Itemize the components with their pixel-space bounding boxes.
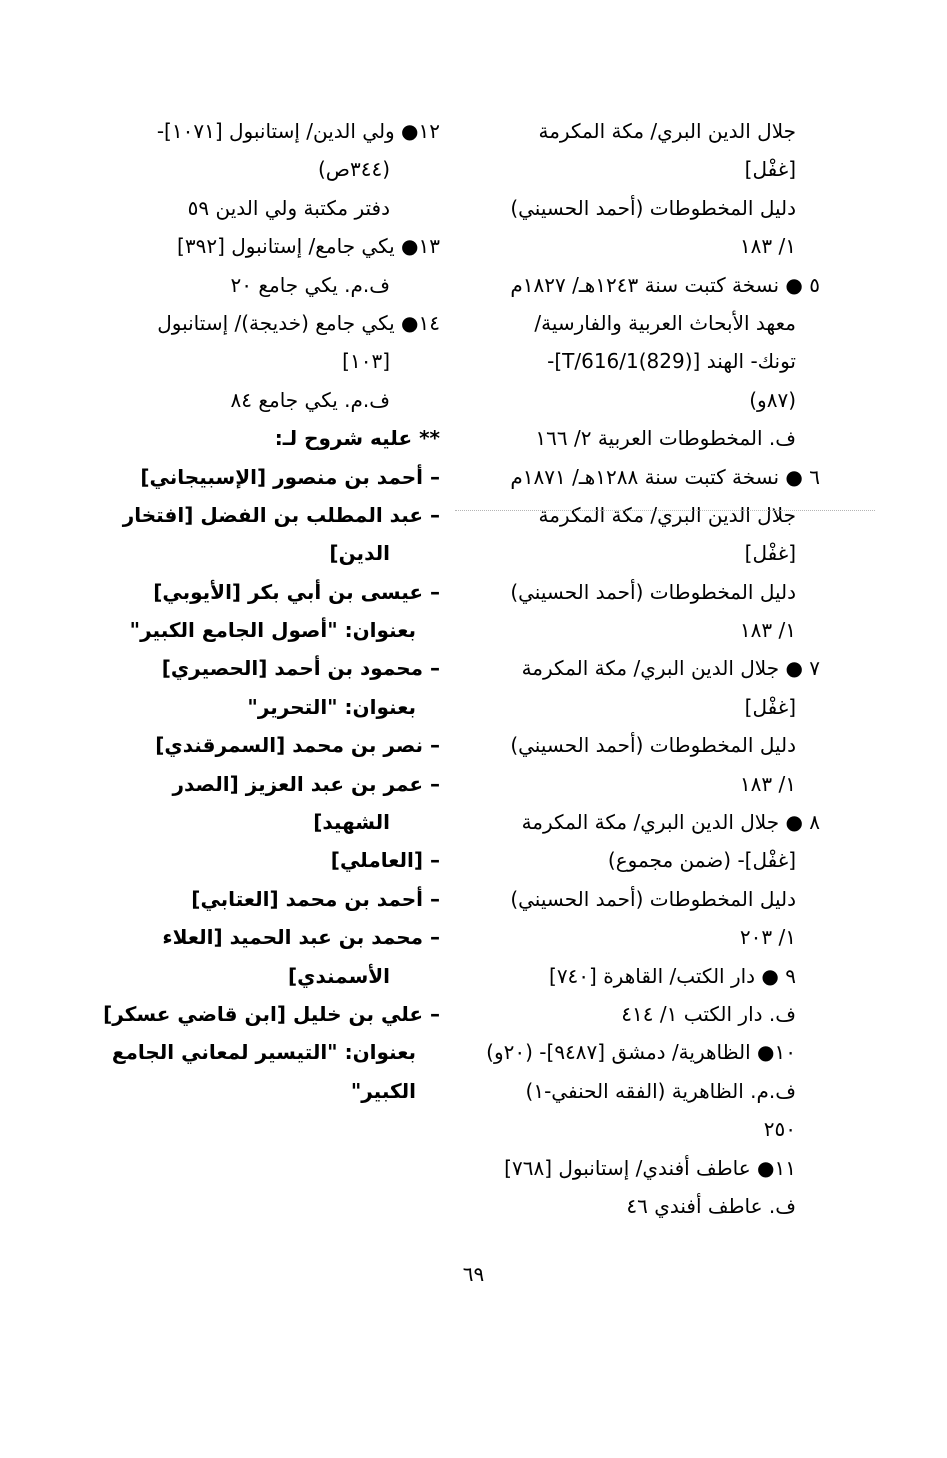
text-line: ٧ ● جلال الدين البري/ مكة المكرمة bbox=[521, 656, 820, 681]
right-text-column bbox=[488, 112, 820, 1225]
text-line: ** عليه شروح لـ: bbox=[274, 426, 440, 451]
text-line: جلال الدين البري/ مكة المكرمة bbox=[538, 119, 796, 143]
scan-artifact-line bbox=[455, 510, 875, 511]
text-line: – عمر بن عبد العزيز [الصدر bbox=[172, 771, 440, 796]
text-line: [غفْل] bbox=[744, 157, 796, 182]
text-line: ف. المخطوطات العربية ٢/ ١٦٦ bbox=[535, 426, 796, 451]
text-line: ١٤● يكي جامع (خديجة)/ إستانبول bbox=[157, 310, 440, 335]
text-line: ف.م. الظاهرية (الفقه الحنفي-١) bbox=[525, 1078, 796, 1103]
text-line: ١١● عاطف أفندي/ إستانبول [٧٦٨] bbox=[504, 1155, 796, 1180]
text-line: ١/ ١٨٣ bbox=[739, 618, 796, 643]
text-line: (٣٤٤ص) bbox=[317, 157, 390, 182]
text-line: تونك- الهند [T/616/1(829)]- bbox=[547, 349, 796, 374]
page-number: ٦٩ bbox=[462, 1262, 485, 1286]
text-line: بعنوان: "التيسير لمعاني الجامع bbox=[111, 1040, 416, 1065]
text-line: ف.م. يكي جامع ٢٠ bbox=[230, 272, 390, 297]
text-line: – محمد بن عبد الحميد [العلاء bbox=[162, 925, 440, 950]
text-line: – عيسى بن أبي بكر [الأيوبي] bbox=[153, 579, 440, 604]
text-line: دليل المخطوطات (أحمد الحسيني) bbox=[510, 886, 796, 911]
text-line: ٥ ● نسخة كتبت سنة ١٢٤٣هـ/ ١٨٢٧م bbox=[510, 272, 820, 297]
text-line: ٦ ● نسخة كتبت سنة ١٢٨٨هـ/ ١٨٧١م bbox=[510, 464, 820, 489]
text-line: – [العاملي] bbox=[330, 848, 440, 873]
text-line: ١/ ١٨٣ bbox=[739, 771, 796, 796]
text-line: ١٢● ولي الدين/ إستانبول [١٠٧١]- bbox=[156, 119, 440, 143]
text-line: ٢٥٠ bbox=[763, 1117, 796, 1142]
text-line: ١٣● يكي جامع/ إستانبول [٣٩٢] bbox=[177, 234, 440, 259]
text-line: ف. عاطف أفندي ٤٦ bbox=[626, 1193, 796, 1218]
text-line: ١٠● الظاهرية/ دمشق [٩٤٨٧]- (٢٠و) bbox=[486, 1040, 796, 1065]
text-line: [غفْل]- (ضمن مجموع) bbox=[607, 848, 796, 873]
text-line: معهد الأبحاث العربية والفارسية/ bbox=[534, 310, 796, 335]
text-line: بعنوان: "التحرير" bbox=[247, 694, 416, 719]
text-line: ١/ ٢٠٣ bbox=[739, 925, 796, 950]
text-line: جلال الدين البري/ مكة المكرمة bbox=[538, 502, 796, 527]
text-line: الدين] bbox=[329, 541, 390, 566]
text-line: [غفْل] bbox=[744, 541, 796, 566]
text-line: دليل المخطوطات (أحمد الحسيني) bbox=[510, 579, 796, 604]
text-line: [١٠٣] bbox=[342, 349, 390, 374]
text-line: – عبد المطلب بن الفضل [افتخار bbox=[122, 502, 440, 527]
text-line: الكبير" bbox=[350, 1078, 416, 1103]
text-line: ف.م. يكي جامع ٨٤ bbox=[230, 387, 390, 412]
text-line: دليل المخطوطات (أحمد الحسيني) bbox=[510, 195, 796, 220]
text-line: – أحمد بن منصور [الإسبيجاني] bbox=[140, 464, 440, 489]
text-line: – علي بن خليل [ابن قاضي عسكر] bbox=[103, 1001, 440, 1026]
left-text-column bbox=[100, 112, 440, 1110]
text-line: دفتر مكتبة ولي الدين ٥٩ bbox=[187, 195, 390, 220]
text-line: ١/ ١٨٣ bbox=[739, 234, 796, 259]
text-line: الأسمندي] bbox=[287, 963, 390, 988]
text-line: ٩ ● دار الكتب/ القاهرة [٧٤٠] bbox=[549, 963, 796, 988]
text-line: دليل المخطوطات (أحمد الحسيني) bbox=[510, 733, 796, 758]
text-line: (٨٧و) bbox=[749, 387, 796, 412]
text-line: – محمود بن أحمد [الحصيري] bbox=[161, 656, 440, 681]
text-line: الشهيد] bbox=[313, 810, 390, 835]
text-line: ف. دار الكتب ١/ ٤١٤ bbox=[621, 1001, 796, 1026]
text-line: [غفْل] bbox=[744, 694, 796, 719]
text-line: – أحمد بن محمد [العتابي] bbox=[191, 886, 440, 911]
text-line: ٨ ● جلال الدين البري/ مكة المكرمة bbox=[521, 810, 820, 835]
text-line: بعنوان: "أصول الجامع الكبير" bbox=[129, 618, 416, 643]
text-line: – نصر بن محمد [السمرقندي] bbox=[155, 733, 440, 758]
